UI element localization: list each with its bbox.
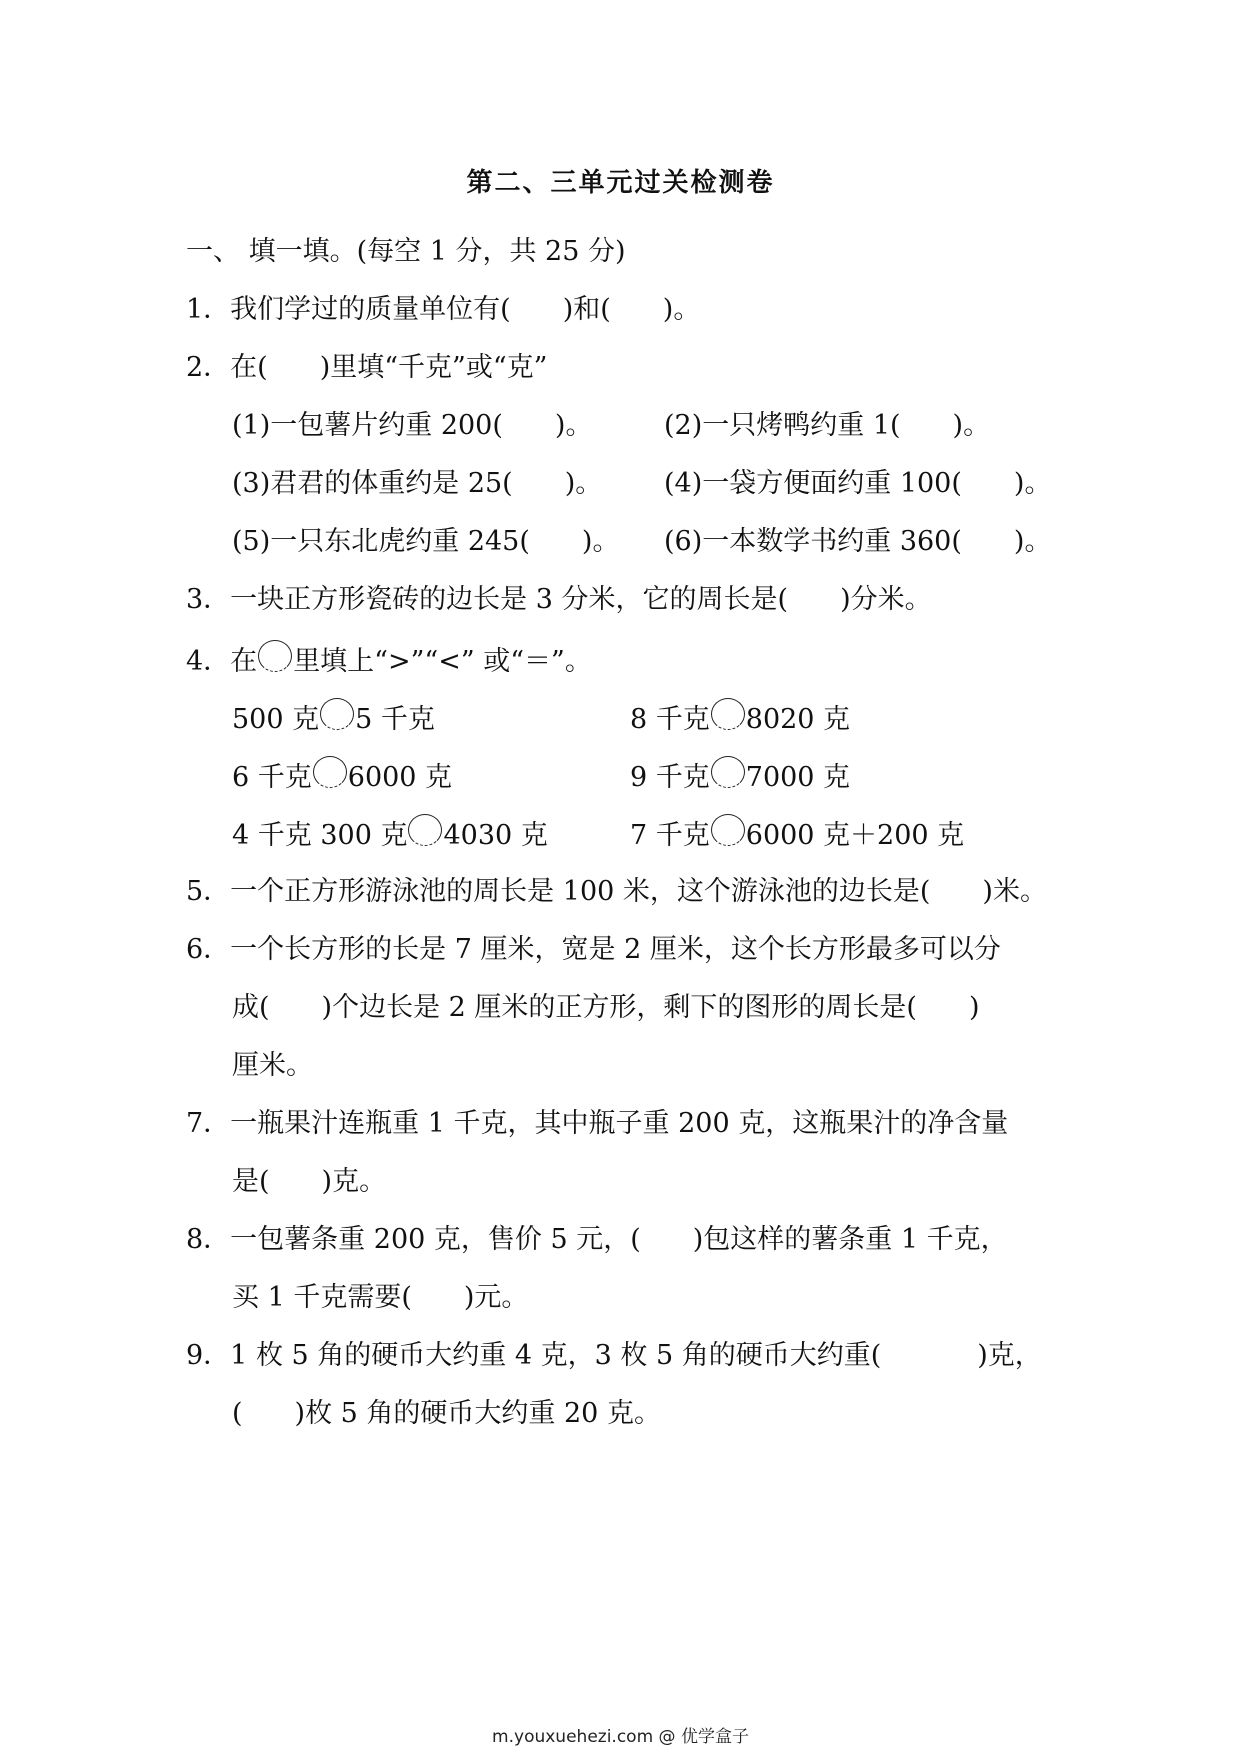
question-4: 4．在 里填上“>”“<” 或“＝”。 [186,640,592,682]
question-6-line-2: 成( )个边长是 2 厘米的正方形，剩下的图形的周长是( ) [232,992,980,1023]
q4-item-5: 4 千克 300 克 4030 克 [232,814,548,856]
q2-item-4: (4)一袋方便面约重 100( )。 [664,468,1052,499]
q2-item-3: (3)君君的体重约是 25( )。 [232,468,603,499]
q4-item-2: 8 千克 8020 克 [630,698,850,740]
question-9-line-1: 9．1 枚 5 角的硬币大约重 4 克，3 枚 5 角的硬币大约重( )克， [186,1340,1042,1371]
question-1: 1．我们学过的质量单位有( )和( )。 [186,294,701,325]
q2-item-6: (6)一本数学书约重 360( )。 [664,526,1052,557]
question-2: 2．在( )里填“千克”或“克” [186,352,548,383]
q4-item-1: 500 克 5 千克 [232,698,435,740]
question-8-line-1: 8．一包薯条重 200 克，售价 5 元，( )包这样的薯条重 1 千克， [186,1224,1008,1255]
q4-item-6: 7 千克 6000 克＋200 克 [630,814,964,856]
compare-circle[interactable] [408,814,442,846]
compare-circle[interactable] [711,698,745,730]
question-3: 3．一块正方形瓷砖的边长是 3 分米，它的周长是( )分米。 [186,584,932,615]
question-9-line-2: ( )枚 5 角的硬币大约重 20 克。 [232,1398,661,1429]
q2-item-5: (5)一只东北虎约重 245( )。 [232,526,620,557]
section-heading: 一、 填一填。(每空 1 分，共 25 分) [186,236,626,267]
question-6-line-1: 6．一个长方形的长是 7 厘米，宽是 2 厘米，这个长方形最多可以分 [186,934,1001,965]
q2-item-2: (2)一只烤鸭约重 1( )。 [664,410,991,441]
q2-item-1: (1)一包薯片约重 200( )。 [232,410,593,441]
compare-circle[interactable] [711,756,745,788]
question-7-line-2: 是( )克。 [232,1166,387,1197]
question-5: 5．一个正方形游泳池的周长是 100 米，这个游泳池的边长是( )米。 [186,876,1047,907]
compare-circle[interactable] [711,814,745,846]
question-8-line-2: 买 1 千克需要( )元。 [232,1282,529,1313]
compare-circle[interactable] [320,698,354,730]
page-title: 第二、三单元过关检测卷 [466,168,775,198]
question-7-line-1: 7．一瓶果汁连瓶重 1 千克，其中瓶子重 200 克，这瓶果汁的净含量 [186,1108,1009,1139]
question-6-line-3: 厘米。 [232,1050,313,1081]
compare-circle[interactable] [313,756,347,788]
q4-item-4: 9 千克 7000 克 [630,756,850,798]
q4-item-3: 6 千克 6000 克 [232,756,452,798]
compare-circle [258,640,292,672]
footer-watermark: m.youxuehezi.com @ 优学盒子 [492,1727,749,1747]
